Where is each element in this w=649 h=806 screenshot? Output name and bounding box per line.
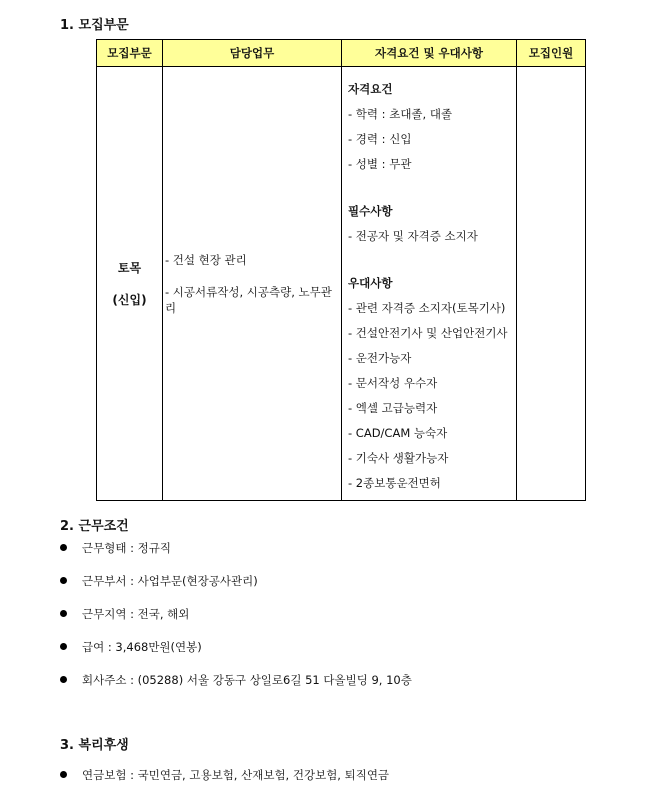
qualifications-cell xyxy=(342,67,517,501)
bullet-icon xyxy=(60,643,67,650)
recruitment-table xyxy=(96,39,586,501)
qualification-item: - 성별 : 무관 xyxy=(348,157,412,171)
table-header-row xyxy=(97,40,586,67)
section2-title: 2. 근무조건 xyxy=(60,519,129,534)
preferred-item: - 기숙사 생활가능자 xyxy=(348,451,449,465)
preferred-item: - CAD/CAM 능숙자 xyxy=(348,426,448,440)
required-item: - 전공자 및 자격증 소지자 xyxy=(348,229,478,243)
preferred-item: - 엑셀 고급능력자 xyxy=(348,401,438,415)
preferred-item: - 건설안전기사 및 산업안전기사 xyxy=(348,326,508,340)
section3-title: 3. 복리후생 xyxy=(60,738,129,753)
bullet-icon xyxy=(60,544,67,551)
bullet-icon xyxy=(60,610,67,617)
duty-item: - 시공서류작성, 시공측량, 노무관리 xyxy=(165,284,332,315)
bullet-icon xyxy=(60,577,67,584)
qualification-item: - 학력 : 초대졸, 대졸 xyxy=(348,107,453,121)
header-duties: 담당업무 xyxy=(163,40,342,67)
preferred-item: - 2종보통운전면허 xyxy=(348,476,441,490)
list-item: 급여 : 3,468만원(연봉) xyxy=(60,640,412,673)
list-item: 근무부서 : 사업부문(현장공사관리) xyxy=(60,574,412,607)
preferred-item: - 문서작성 우수자 xyxy=(348,376,438,390)
duty-item: - 건설 현장 관리 xyxy=(165,252,247,267)
bullet-icon xyxy=(60,676,67,683)
preferred-heading: 우대사항 xyxy=(348,276,393,290)
work-conditions-list xyxy=(60,541,412,706)
dept-cell xyxy=(97,67,163,501)
section1-title: 1. 모집부문 xyxy=(60,18,129,33)
qualification-item: - 경력 : 신입 xyxy=(348,132,412,146)
list-item: 근무지역 : 전국, 해외 xyxy=(60,607,412,640)
header-qualifications: 자격요건 및 우대사항 xyxy=(342,40,517,67)
qualifications-heading: 자격요건 xyxy=(348,82,393,96)
header-dept: 모집부문 xyxy=(97,40,163,67)
list-item: 연금보험 : 국민연금, 고용보험, 산재보험, 건강보험, 퇴직연금 xyxy=(60,768,389,801)
headcount-cell xyxy=(517,67,586,501)
preferred-item: - 운전가능자 xyxy=(348,351,412,365)
benefits-list xyxy=(60,768,389,801)
required-heading: 필수사항 xyxy=(348,204,393,218)
bullet-icon xyxy=(60,771,67,778)
dept-name: 토목 xyxy=(117,260,142,275)
header-headcount: 모집인원 xyxy=(517,40,586,67)
duties-cell xyxy=(163,67,342,501)
list-item: 근무형태 : 정규직 xyxy=(60,541,412,574)
list-item: 회사주소 : (05288) 서울 강동구 상일로6길 51 다올빌딩 9, 10층 xyxy=(60,673,412,706)
table-row xyxy=(97,67,586,501)
dept-type: (신입) xyxy=(112,292,147,307)
preferred-item: - 관련 자격증 소지자(토목기사) xyxy=(348,301,506,315)
